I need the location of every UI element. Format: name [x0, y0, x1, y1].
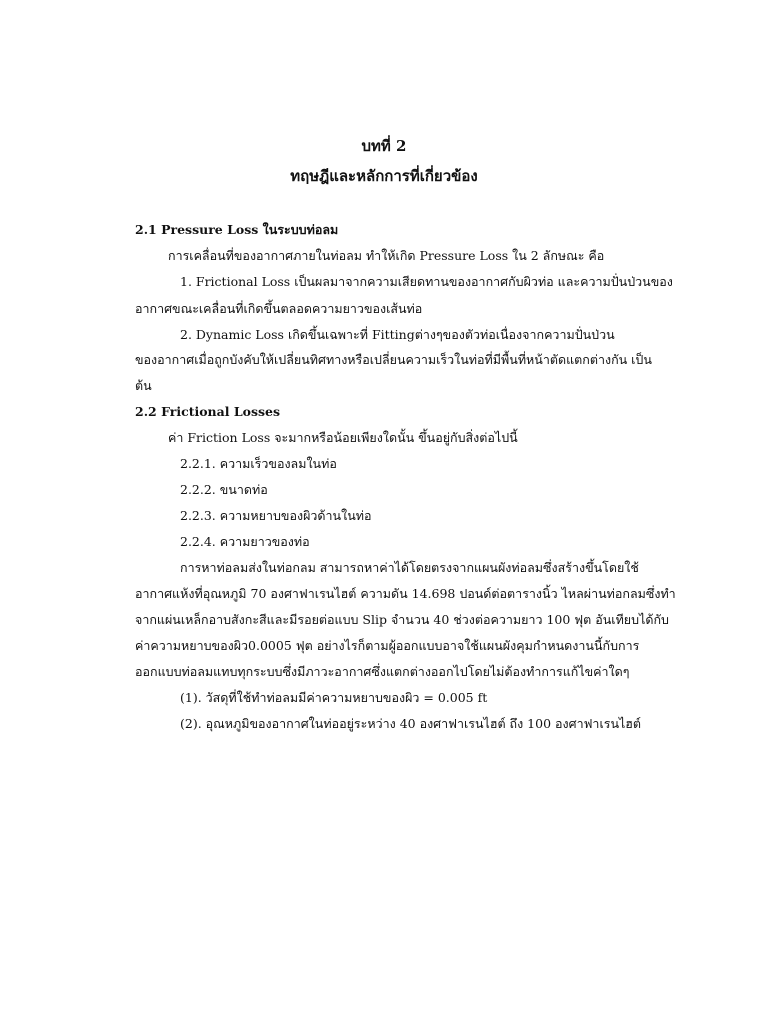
factor-item: 2.2.3. ความหยาบของผิวด้านในท่อ — [180, 508, 372, 523]
condition-item: (2). อุณหภูมิของอากาศในท่ออยู่ระหว่าง 40 องศาฟาเรนไฮต์ ถึง 100 องศาฟาเรนไฮต์ — [180, 716, 642, 731]
condition-item: (1). วัสดุที่ใช้ทำท่อลมมีค่าความหยาบของผิว = 0.005 ft — [180, 690, 488, 705]
item-2-line-2: ของอากาศเมื่อถูกบังคับให้เปลี่ยนทิศทางหรือเปลี่ยนความเร็วในท่อที่มีพื้นที่หน้าตัดแตกต่างกัน เป็น — [135, 352, 652, 367]
section-2-2-intro: ค่า Friction Loss จะมากหรือน้อยเพียงใดนั้น ขึ้นอยู่กับสิ่งต่อไปนี้ — [168, 430, 518, 445]
section-2-1-intro: การเคลื่อนที่ของอากาศภายในท่อลม ทำให้เกิด Pressure Loss ใน 2 ลักษณะ คือ — [168, 248, 605, 263]
factor-item: 2.2.1. ความเร็วของลมในท่อ — [180, 456, 337, 471]
paragraph-line: การหาท่อลมส่งในท่อกลม สามารถหาค่าได้โดยตรงจากแผนผังท่อลมซึ่งสร้างขึ้นโดยใช้ — [180, 560, 639, 575]
factor-item: 2.2.2. ขนาดท่อ — [180, 482, 268, 497]
section-2-1-heading: 2.1 Pressure Loss ในระบบท่อลม — [135, 222, 339, 237]
chapter-title: ทฤษฎีและหลักการที่เกี่ยวข้อง — [290, 167, 478, 185]
paragraph-line: จากแผ่นเหล็กอาบสังกะสีและมีรอยต่อแบบ Slip จำนวน 40 ช่วงต่อความยาว 100 ฟุต อันเทียบได้กับ — [135, 612, 669, 627]
paragraph-line: อากาศแห้งที่อุณหภูมิ 70 องศาฟาเรนไฮต์ ความดัน 14.698 ปอนด์ต่อตารางนิ้ว ไหลผ่านท่อกลมซึ่งทำ — [135, 586, 676, 601]
item-1-line-1: 1. Frictional Loss เป็นผลมาจากความเสียดทานของอากาศกับผิวท่อ และความปั่นป่วนของ — [180, 274, 673, 289]
paragraph-line: ค่าความหยาบของผิว0.0005 ฟุต อย่างไรก็ตามผู้ออกแบบอาจใช้แผนผังคุมกำหนดงานนี้กับการ — [135, 638, 640, 653]
item-2-line-1: 2. Dynamic Loss เกิดขึ้นเฉพาะที่ Fittingต่างๆของตัวท่อเนื่องจากความปั่นป่วน — [180, 327, 615, 342]
paragraph-line: ออกแบบท่อลมแทบทุกระบบซึ่งมีภาวะอากาศซึ่งแตกต่างออกไปโดยไม่ต้องทำการแก้ไขค่าใดๆ — [135, 664, 630, 679]
factor-item: 2.2.4. ความยาวของท่อ — [180, 534, 310, 549]
chapter-number: บทที่ 2 — [361, 137, 407, 155]
section-2-2-heading: 2.2 Frictional Losses — [135, 404, 281, 419]
item-2-line-3: ต้น — [135, 378, 152, 393]
item-1-line-2: อากาศขณะเคลื่อนที่เกิดขึ้นตลอดความยาวของเส้นท่อ — [135, 301, 423, 316]
